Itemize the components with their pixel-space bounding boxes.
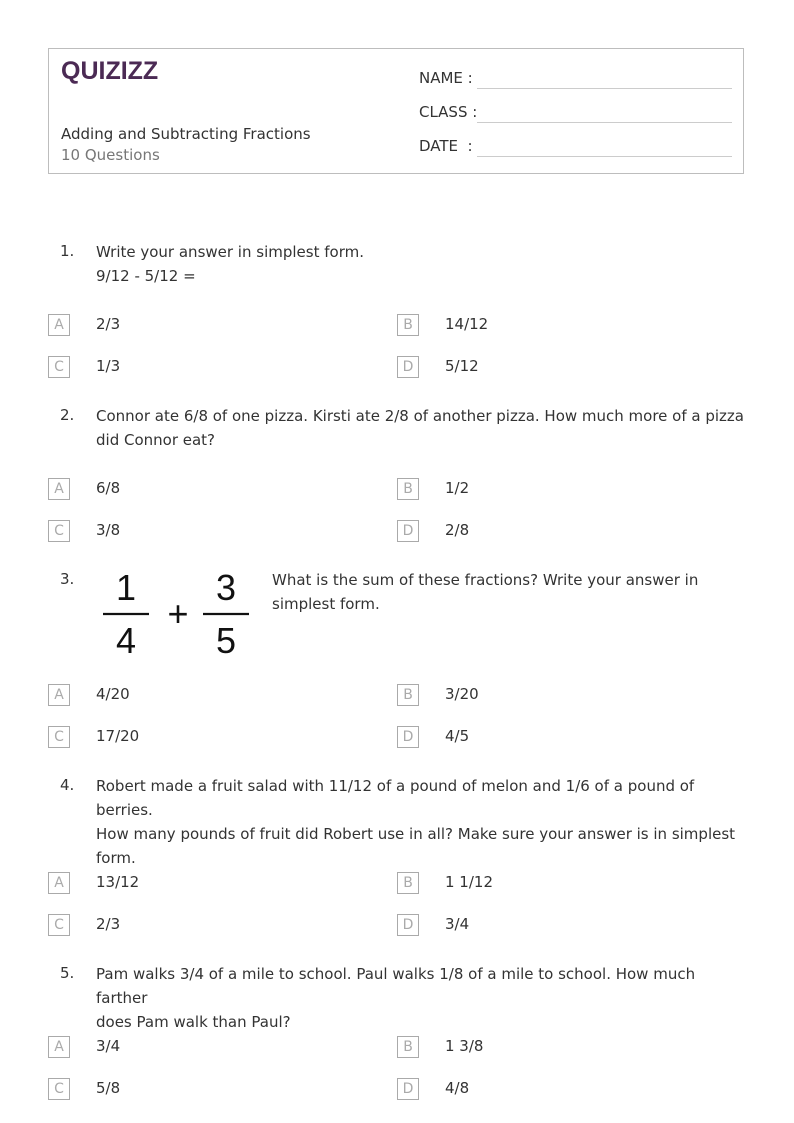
option-a-text: 3/4 (96, 1037, 121, 1055)
question-text (96, 240, 746, 288)
option-c-box[interactable]: C (48, 914, 70, 936)
option-a-text: 2/3 (96, 315, 121, 333)
option-b-box[interactable]: B (397, 684, 419, 706)
question-number: 3. (60, 570, 75, 588)
option-a-box[interactable]: A (48, 478, 70, 500)
option-a-box[interactable]: A (48, 314, 70, 336)
question-text-line: Connor ate 6/8 of one pizza. Kirsti ate 2/8 of another pizza. How much more of a pizza (96, 407, 744, 425)
question-text-line: does Pam walk than Paul? (96, 1013, 291, 1031)
fraction-1-numerator: 1 (115, 567, 137, 608)
worksheet-header (48, 48, 744, 174)
option-d-text: 2/8 (445, 521, 470, 539)
option-d-box[interactable]: D (397, 1078, 419, 1100)
question-text-line: 9/12 - 5/12 = (96, 267, 196, 285)
question-text (272, 568, 732, 616)
option-d-text: 3/4 (445, 915, 470, 933)
question-text-line: Write your answer in simplest form. (96, 243, 364, 261)
option-c-box[interactable]: C (48, 356, 70, 378)
question-number: 4. (60, 776, 75, 794)
option-c-text: 17/20 (96, 727, 140, 745)
question-text-line: Robert made a fruit salad with 11/12 of a pound of melon and 1/6 of a pound of berries. (96, 777, 695, 819)
question-number: 2. (60, 406, 75, 424)
quizizz-logo: QUIZIZZ (61, 57, 159, 85)
option-b-box[interactable]: B (397, 478, 419, 500)
option-d-box[interactable]: D (397, 914, 419, 936)
plus-sign: + (167, 593, 189, 634)
question-text (96, 774, 746, 870)
name-line[interactable] (477, 88, 732, 89)
option-d-box[interactable]: D (397, 726, 419, 748)
option-d-box[interactable]: D (397, 356, 419, 378)
option-a-box[interactable]: A (48, 872, 70, 894)
worksheet-title: Adding and Subtracting Fractions (61, 125, 311, 143)
option-c-text: 2/3 (96, 915, 121, 933)
option-b-text: 1 3/8 (445, 1037, 484, 1055)
question-count: 10 Questions (61, 146, 160, 164)
option-c-box[interactable]: C (48, 726, 70, 748)
option-c-text: 1/3 (96, 357, 121, 375)
option-a-box[interactable]: A (48, 1036, 70, 1058)
option-b-box[interactable]: B (397, 872, 419, 894)
option-a-text: 6/8 (96, 479, 121, 497)
question-text-line: simplest form. (272, 595, 380, 613)
class-line[interactable] (477, 122, 732, 123)
question-text-line: What is the sum of these fractions? Write your answer in (272, 571, 699, 589)
question-text-line: form. (96, 849, 136, 867)
option-c-text: 5/8 (96, 1079, 121, 1097)
fraction-expression-image (96, 566, 256, 662)
option-c-box[interactable]: C (48, 520, 70, 542)
option-d-text: 4/8 (445, 1079, 470, 1097)
question-text-line: Pam walks 3/4 of a mile to school. Paul walks 1/8 of a mile to school. How much farther (96, 965, 696, 1007)
date-label: DATE : (419, 137, 473, 155)
option-d-box[interactable]: D (397, 520, 419, 542)
option-a-box[interactable]: A (48, 684, 70, 706)
name-label: NAME : (419, 69, 473, 87)
option-b-text: 1 1/12 (445, 873, 493, 891)
question-text (96, 962, 746, 1034)
question-text-line: did Connor eat? (96, 431, 216, 449)
fraction-1-denominator: 4 (115, 620, 137, 661)
question-text-line: How many pounds of fruit did Robert use in all? Make sure your answer is in simplest (96, 825, 736, 843)
class-label: CLASS : (419, 103, 478, 121)
fraction-2-numerator: 3 (215, 567, 237, 608)
option-b-text: 1/2 (445, 479, 470, 497)
fraction-2-denominator: 5 (215, 620, 237, 661)
option-c-text: 3/8 (96, 521, 121, 539)
option-a-text: 4/20 (96, 685, 130, 703)
date-line[interactable] (477, 156, 732, 157)
question-number: 5. (60, 964, 75, 982)
question-number: 1. (60, 242, 75, 260)
option-d-text: 5/12 (445, 357, 479, 375)
option-d-text: 4/5 (445, 727, 470, 745)
option-b-text: 3/20 (445, 685, 479, 703)
option-b-text: 14/12 (445, 315, 489, 333)
option-b-box[interactable]: B (397, 314, 419, 336)
option-b-box[interactable]: B (397, 1036, 419, 1058)
question-text (96, 404, 746, 452)
option-a-text: 13/12 (96, 873, 140, 891)
option-c-box[interactable]: C (48, 1078, 70, 1100)
